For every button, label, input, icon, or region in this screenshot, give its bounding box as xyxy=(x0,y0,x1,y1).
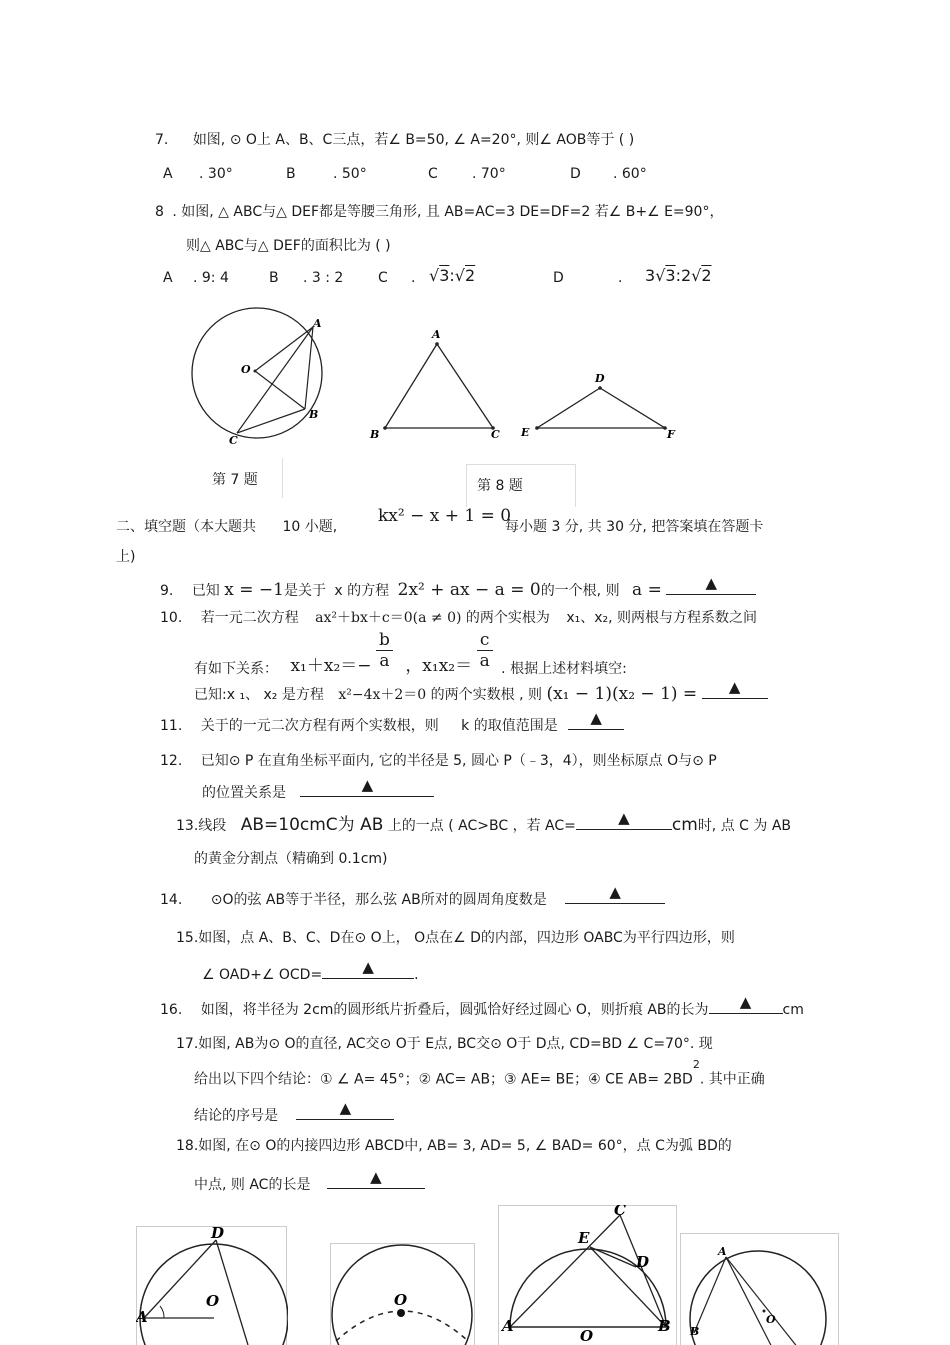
q8-line1 xyxy=(155,201,723,221)
fig17-label-e: E xyxy=(578,1229,590,1247)
q12-line1: 12. 已知⊙ P 在直角坐标平面内, 它的半径是 5, 圆心 P（﹣3，4），则坐标原点 O与⊙ P xyxy=(160,753,717,769)
q10-answer-blank[interactable]: ▲ xyxy=(702,682,768,699)
q7 xyxy=(155,129,634,149)
q13-line1: 13.线段 AB=10cmC为 AB 上的一点 ( AC>BC ，若 AC= ▲ cm时, 点 C 为 AB xyxy=(176,809,792,835)
q8-opt-c-letter: C xyxy=(378,270,388,286)
q8-number: 8 xyxy=(155,204,164,220)
fig8-label-f: F xyxy=(667,428,675,441)
fig17-diagram xyxy=(498,1205,678,1345)
section2-title-end: 上) xyxy=(116,549,136,565)
q14: 14. ⊙O的弦 AB等于半径，那么弦 AB所对的圆周角度数是 ▲ xyxy=(160,887,665,909)
q17-line1: 17.如图, AB为⊙ O的直径, AC交⊙ O于 E点, BC交⊙ O于 D点, CD=BD ∠ C=70°. 现 xyxy=(176,1036,713,1052)
q12-answer-blank[interactable]: ▲ xyxy=(300,780,434,797)
fig8-caption-box xyxy=(466,464,576,507)
q17-line3: 结论的序号是 ▲ xyxy=(194,1103,394,1125)
fig8-label-b: B xyxy=(370,428,380,441)
fig15-label-a: A xyxy=(136,1308,148,1326)
q8-opt-b: . 3 : 2 xyxy=(303,270,344,286)
fig18-label-a: A xyxy=(718,1245,727,1258)
fig7-label-a: A xyxy=(313,317,322,330)
fig7-circle-diagram xyxy=(185,305,345,455)
q8-text: . 如图, △ ABC与△ DEF都是等腰三角形, 且 AB=AC=3 DE=DF=2 若∠ B+∠ E=90°， xyxy=(172,204,724,220)
q8-opt-d-letter: D xyxy=(553,270,564,286)
q8-opt-c-dot: . xyxy=(411,270,416,286)
q15-line2: ∠ OAD+∠ OCD= ▲ . xyxy=(202,958,419,983)
fig15-label-o: O xyxy=(206,1292,220,1310)
q18-line2: 中点, 则 AC的长是 ▲ xyxy=(194,1172,425,1194)
fig17-label-c: C xyxy=(614,1205,626,1219)
q10-line2: 有如下关系： x₁＋x₂＝− $\frac{b}{a}$ ，x₁x₂＝ $\frac{c}{a}$ . 根据上述材料填空: xyxy=(194,630,627,677)
fig16-diagram xyxy=(330,1243,478,1345)
q7-number: 7. xyxy=(155,132,169,148)
q7-opt-c-letter: C xyxy=(428,166,438,182)
q7-opt-d-letter: D xyxy=(570,166,581,182)
q8-opt-d-dot: . xyxy=(618,270,623,286)
q18-answer-blank[interactable]: ▲ xyxy=(327,1172,425,1189)
q8-line2: 则△ ABC与△ DEF的面积比为 ( ) xyxy=(186,238,391,254)
q8-opt-b-letter: B xyxy=(269,270,279,286)
fig17-label-d: D xyxy=(636,1253,650,1271)
q7-opt-c: . 70° xyxy=(472,166,506,182)
fig8-triangles-diagram xyxy=(365,320,685,445)
q17-line2: 给出以下四个结论：① ∠ A= 45°；② AC= AB；③ AE= BE；④ CE $AB= 2BD^2$. 其中正确 xyxy=(194,1058,765,1088)
q12-line2: 的位置关系是 ▲ xyxy=(202,780,434,802)
fig7-label-o: O xyxy=(241,363,251,376)
q7-opt-a: . 30° xyxy=(199,166,233,182)
fig18-diagram xyxy=(680,1233,840,1345)
q18-line1: 18.如图, 在⊙ O的内接四边形 ABCD中, AB= 3, AD= 5, ∠ BAD= 60°，点 C为弧 BD的 xyxy=(176,1138,732,1154)
fig17-label-b: B xyxy=(658,1317,671,1335)
q7-text: 如图, ⊙ O上 A、B、C三点，若∠ B=50, ∠ A=20°, 则∠ AOB等于 ( ) xyxy=(192,132,635,148)
q9-answer-blank[interactable]: ▲ xyxy=(666,578,756,595)
q8-opt-d: 3√3:2√2 xyxy=(645,266,712,285)
q7-options xyxy=(163,166,647,182)
fig18-label-b: B xyxy=(690,1325,700,1338)
q15-line1: 15.如图，点 A、B、C、D在⊙ O上， O点在∠ D的内部，四边形 OABC为平行四边形，则 xyxy=(176,930,735,946)
section2-formula: kx² − x + 1 = 0 xyxy=(378,506,512,526)
q8-opt-a-letter: A xyxy=(163,270,173,286)
fig7-label-c: C xyxy=(229,434,238,447)
q8-options xyxy=(163,266,763,294)
fig15-diagram xyxy=(136,1226,288,1345)
q9: 9. 已知 x = −1是关于 x 的方程 2x² + ax − a = 0的一个根, 则 a = ▲ xyxy=(160,578,756,600)
fig18-label-o: O xyxy=(766,1313,776,1326)
fig17-label-o: O xyxy=(580,1327,594,1345)
fig8-caption: 第 8 题 xyxy=(477,478,523,494)
fig8-label-c: C xyxy=(491,428,500,441)
q8-opt-a: . 9: 4 xyxy=(193,270,229,286)
q13-line2: 的黄金分割点（精确到 0.1cm) xyxy=(194,851,388,867)
q8-opt-c: √3:√2 xyxy=(429,266,476,285)
section2-title: 二、填空题（本大题共 10 小题, xyxy=(116,519,338,535)
q7-opt-a-letter: A xyxy=(163,166,173,182)
q7-opt-b-letter: B xyxy=(286,166,296,182)
q16-answer-blank[interactable]: ▲ xyxy=(709,997,783,1014)
q10-frac-b-a: $\frac{b}{a}$ xyxy=(376,630,393,671)
q11-answer-blank[interactable]: ▲ xyxy=(568,713,624,730)
fig8-label-d: D xyxy=(595,372,605,385)
q10-line3: 已知:x ₁、 x₂ 是方程 x²−4x＋2＝0 的两个实数根 , 则 (x₁ − 1)(x₂ − 1) = ▲ xyxy=(194,682,768,704)
fig16-label-o: O xyxy=(394,1291,408,1309)
fig8-label-a: A xyxy=(432,328,441,341)
fig7-caption: 第 7 题 xyxy=(212,472,258,488)
q10-frac-c-a: $\frac{c}{a}$ xyxy=(477,630,493,671)
q14-answer-blank[interactable]: ▲ xyxy=(565,887,665,904)
q7-opt-d: . 60° xyxy=(613,166,647,182)
q11: 11. 关于的一元二次方程有两个实数根，则 k 的取值范围是 ▲ xyxy=(160,713,624,735)
q17-answer-blank[interactable]: ▲ xyxy=(296,1103,394,1120)
fig8-label-e: E xyxy=(521,426,530,439)
section2-title-rest: 每小题 3 分, 共 30 分, 把答案填在答题卡 xyxy=(505,519,764,535)
fig17-label-a: A xyxy=(502,1317,514,1335)
q16: 16. 如图，将半径为 2cm的圆形纸片折叠后，圆弧恰好经过圆心 O，则折痕 AB的长为 ▲ cm xyxy=(160,993,804,1018)
q13-answer-blank[interactable]: ▲ xyxy=(576,813,672,830)
q10-line1: 10. 若一元二次方程 ax²＋bx＋c＝0(a ≠ 0) 的两个实根为 x₁、x₂, 则两根与方程系数之间 xyxy=(160,610,758,626)
q15-answer-blank[interactable]: ▲ xyxy=(322,962,414,979)
divider xyxy=(282,458,283,498)
fig7-label-b: B xyxy=(309,408,319,421)
q7-opt-b: . 50° xyxy=(333,166,367,182)
fig15-label-d: D xyxy=(211,1226,225,1242)
